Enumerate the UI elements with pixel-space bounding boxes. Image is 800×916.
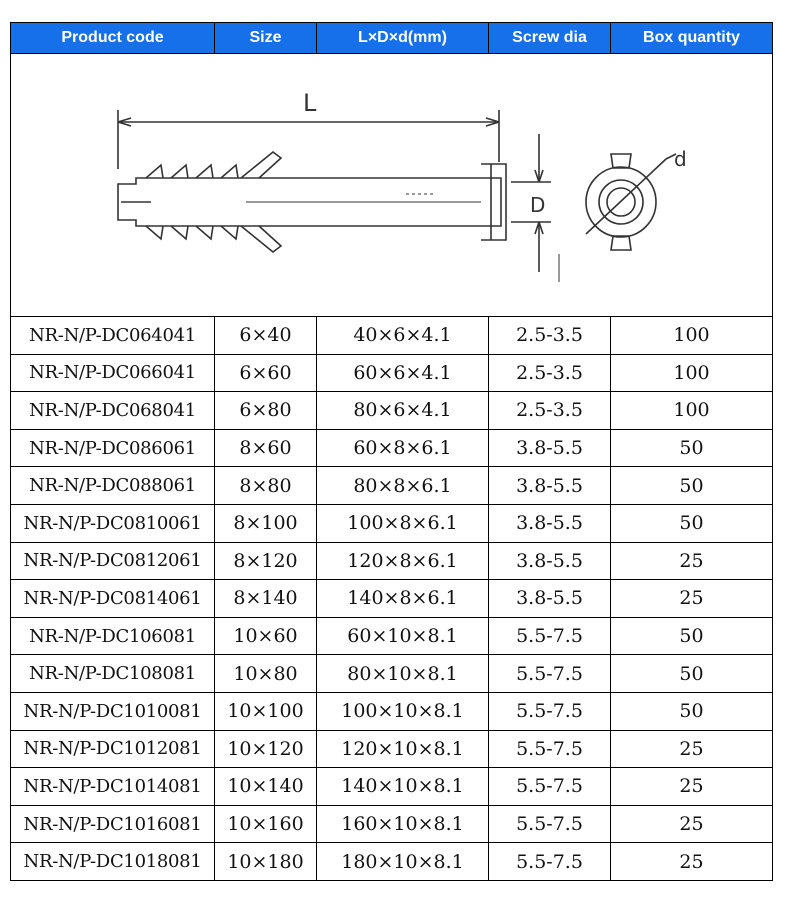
table-row	[11, 692, 773, 730]
cell-product-code: NR-N/P-DC066041	[11, 354, 215, 392]
cell-dimensions: 120×8×6.1	[317, 542, 489, 580]
table-row	[11, 317, 773, 355]
cell-screw-dia: 5.5-7.5	[489, 617, 611, 655]
cell-box-quantity: 50	[611, 692, 773, 730]
table-row	[11, 429, 773, 467]
cell-size: 10×100	[215, 692, 317, 730]
header-box-quantity: Box quantity	[611, 23, 773, 54]
spec-table	[10, 22, 773, 881]
cell-box-quantity: 50	[611, 655, 773, 693]
cell-dimensions: 60×10×8.1	[317, 617, 489, 655]
cell-dimensions: 80×6×4.1	[317, 392, 489, 430]
cell-size: 8×140	[215, 580, 317, 618]
spec-sheet	[10, 22, 772, 881]
wall-plug-side-view	[118, 152, 506, 252]
cell-box-quantity: 100	[611, 392, 773, 430]
cell-screw-dia: 5.5-7.5	[489, 768, 611, 806]
cell-product-code: NR-N/P-DC1018081	[11, 843, 215, 881]
cell-product-code: NR-N/P-DC088061	[11, 467, 215, 505]
cell-size: 8×80	[215, 467, 317, 505]
table-row	[11, 768, 773, 806]
cell-dimensions: 140×10×8.1	[317, 768, 489, 806]
drawing-cell	[11, 54, 773, 317]
cell-size: 10×80	[215, 655, 317, 693]
table-row	[11, 580, 773, 618]
cell-size: 10×60	[215, 617, 317, 655]
cell-screw-dia: 3.8-5.5	[489, 504, 611, 542]
cell-size: 8×100	[215, 504, 317, 542]
drawing-row	[11, 54, 773, 317]
cell-size: 10×140	[215, 768, 317, 806]
cell-dimensions: 180×10×8.1	[317, 843, 489, 881]
cell-box-quantity: 25	[611, 730, 773, 768]
cell-dimensions: 140×8×6.1	[317, 580, 489, 618]
cell-screw-dia: 5.5-7.5	[489, 843, 611, 881]
table-row	[11, 354, 773, 392]
cell-screw-dia: 3.8-5.5	[489, 429, 611, 467]
cell-box-quantity: 50	[611, 617, 773, 655]
table-row	[11, 504, 773, 542]
cell-box-quantity: 50	[611, 429, 773, 467]
cell-product-code: NR-N/P-DC1016081	[11, 805, 215, 843]
cell-product-code: NR-N/P-DC1012081	[11, 730, 215, 768]
label-outer-diameter: D	[530, 193, 546, 217]
cell-box-quantity: 25	[611, 843, 773, 881]
wall-plug-end-view	[559, 154, 676, 282]
table-row	[11, 617, 773, 655]
cell-dimensions: 40×6×4.1	[317, 317, 489, 355]
table-row	[11, 843, 773, 881]
header-product-code: Product code	[11, 23, 215, 54]
cell-dimensions: 120×10×8.1	[317, 730, 489, 768]
table-row	[11, 730, 773, 768]
cell-screw-dia: 3.8-5.5	[489, 542, 611, 580]
cell-product-code: NR-N/P-DC0810061	[11, 504, 215, 542]
cell-product-code: NR-N/P-DC064041	[11, 317, 215, 355]
cell-product-code: NR-N/P-DC1014081	[11, 768, 215, 806]
cell-dimensions: 60×6×4.1	[317, 354, 489, 392]
cell-screw-dia: 5.5-7.5	[489, 805, 611, 843]
cell-screw-dia: 2.5-3.5	[489, 354, 611, 392]
cell-box-quantity: 25	[611, 805, 773, 843]
cell-box-quantity: 25	[611, 580, 773, 618]
cell-screw-dia: 5.5-7.5	[489, 692, 611, 730]
header-size: Size	[215, 23, 317, 54]
cell-product-code: NR-N/P-DC068041	[11, 392, 215, 430]
cell-dimensions: 80×8×6.1	[317, 467, 489, 505]
cell-product-code: NR-N/P-DC0812061	[11, 542, 215, 580]
cell-size: 10×160	[215, 805, 317, 843]
cell-size: 6×80	[215, 392, 317, 430]
cell-box-quantity: 100	[611, 317, 773, 355]
header-screw-dia: Screw dia	[489, 23, 611, 54]
cell-screw-dia: 2.5-3.5	[489, 392, 611, 430]
cell-product-code: NR-N/P-DC108081	[11, 655, 215, 693]
cell-dimensions: 160×10×8.1	[317, 805, 489, 843]
cell-box-quantity: 100	[611, 354, 773, 392]
table-row	[11, 392, 773, 430]
cell-screw-dia: 5.5-7.5	[489, 730, 611, 768]
cell-dimensions: 100×10×8.1	[317, 692, 489, 730]
cell-box-quantity: 50	[611, 467, 773, 505]
cell-product-code: NR-N/P-DC1010081	[11, 692, 215, 730]
label-inner-diameter: d	[674, 147, 687, 171]
cell-screw-dia: 5.5-7.5	[489, 655, 611, 693]
label-length: L	[303, 89, 317, 117]
cell-box-quantity: 25	[611, 542, 773, 580]
cell-product-code: NR-N/P-DC086061	[11, 429, 215, 467]
cell-dimensions: 100×8×6.1	[317, 504, 489, 542]
cell-screw-dia: 3.8-5.5	[489, 580, 611, 618]
table-row	[11, 655, 773, 693]
header-dimensions: L×D×d(mm)	[317, 23, 489, 54]
table-row	[11, 542, 773, 580]
cell-size: 8×60	[215, 429, 317, 467]
header-row	[11, 23, 773, 54]
cell-dimensions: 80×10×8.1	[317, 655, 489, 693]
cell-product-code: NR-N/P-DC0814061	[11, 580, 215, 618]
cell-size: 6×40	[215, 317, 317, 355]
cell-size: 10×120	[215, 730, 317, 768]
wall-plug-technical-drawing	[11, 54, 771, 316]
table-row	[11, 467, 773, 505]
cell-size: 6×60	[215, 354, 317, 392]
cell-size: 8×120	[215, 542, 317, 580]
cell-dimensions: 60×8×6.1	[317, 429, 489, 467]
cell-size: 10×180	[215, 843, 317, 881]
cell-screw-dia: 3.8-5.5	[489, 467, 611, 505]
cell-screw-dia: 2.5-3.5	[489, 317, 611, 355]
cell-box-quantity: 50	[611, 504, 773, 542]
table-row	[11, 805, 773, 843]
cell-box-quantity: 25	[611, 768, 773, 806]
cell-product-code: NR-N/P-DC106081	[11, 617, 215, 655]
